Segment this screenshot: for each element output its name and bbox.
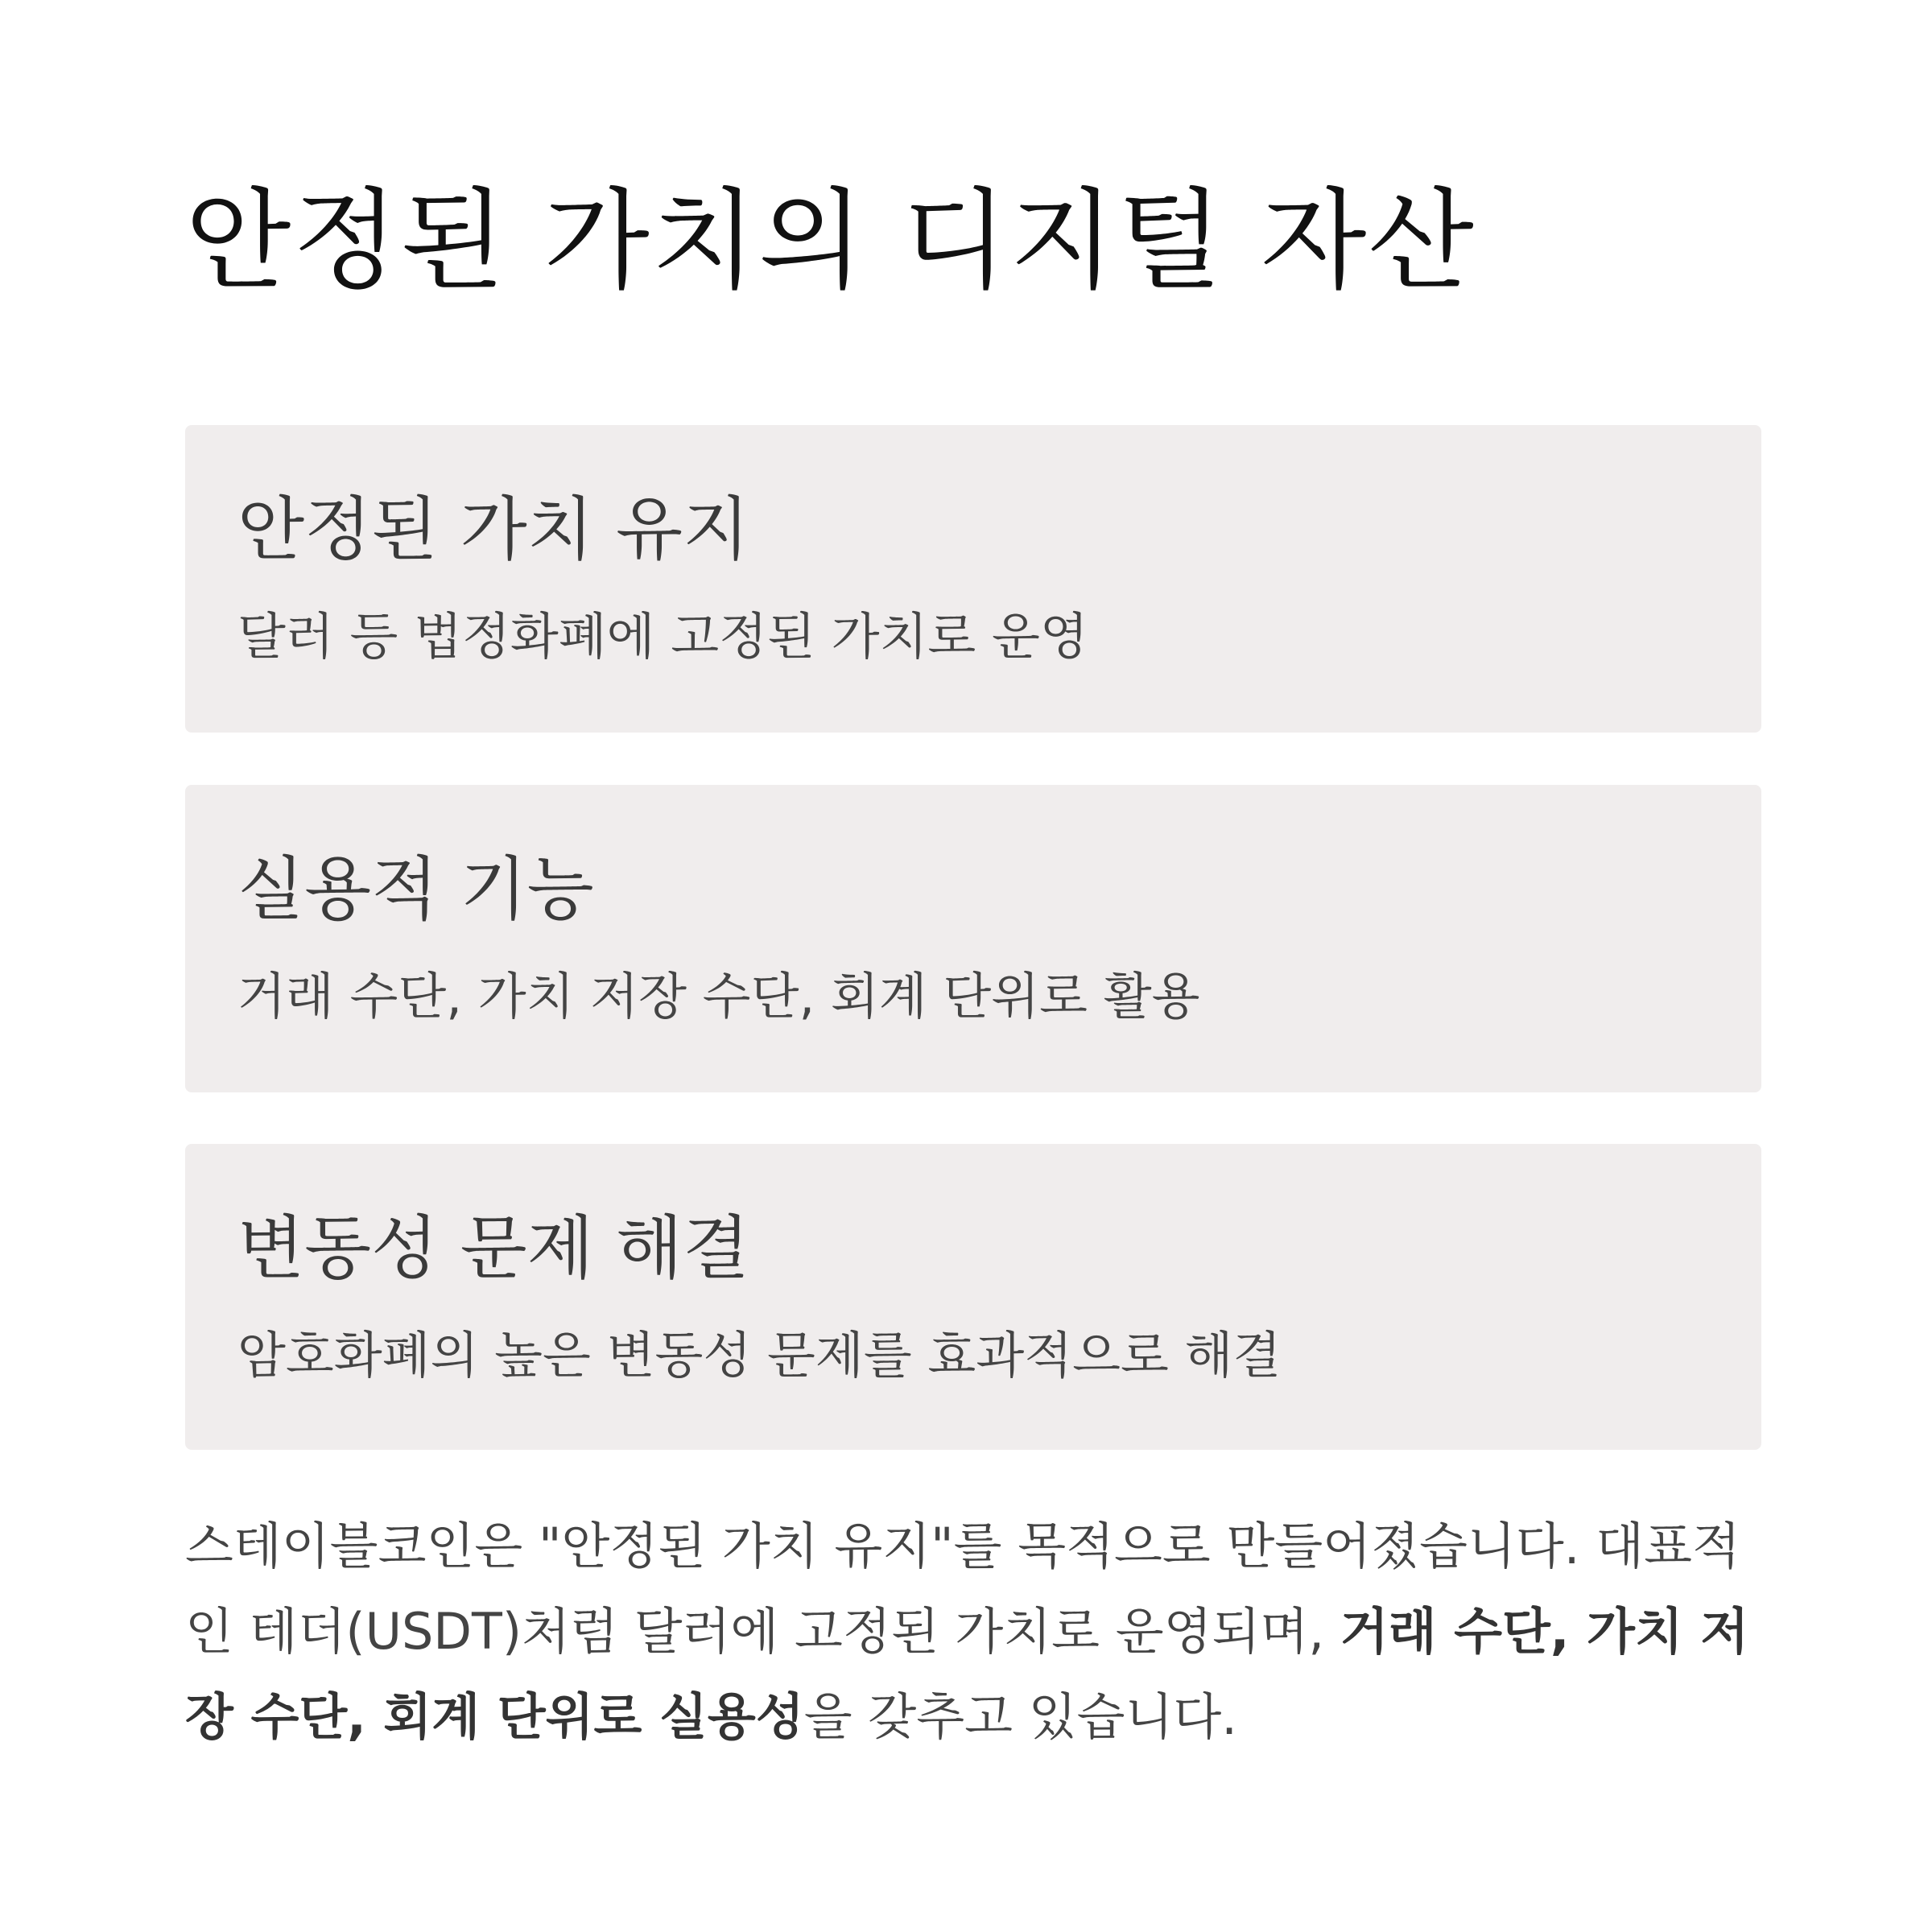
card-title: 변동성 문제 해결: [237, 1208, 750, 1289]
card-title: 실용적 기능: [237, 849, 594, 930]
summary-text-after: 을 갖추고 있습니다.: [803, 1687, 1237, 1746]
card-description: 거래 수단, 가치 저장 수단, 회계 단위로 활용: [237, 967, 1200, 1026]
summary-text-bold: 거래 수단, 가치 저장 수단, 회계 단위로 실용성: [185, 1602, 1749, 1746]
card-title: 안정된 가치 유지: [237, 489, 750, 570]
feature-card-volatility-solution: [185, 1144, 1761, 1450]
summary-text-before: 스테이블코인은 "안정된 가치 유지"를 목적으로 만들어졌습니다. 대표적인 테더(USDT)처럼 달러에 고정된 가치로 운영되며,: [185, 1517, 1740, 1661]
feature-card-practical-function: [185, 785, 1761, 1092]
summary-paragraph: [185, 1504, 1761, 1760]
feature-card-stable-value: [185, 425, 1761, 733]
page-title: 안정된 가치의 디지털 자산: [185, 178, 1476, 305]
card-description: 암호화폐의 높은 변동성 문제를 효과적으로 해결: [237, 1326, 1282, 1385]
card-description: 달러 등 법정화폐에 고정된 가치로 운영: [237, 607, 1088, 666]
